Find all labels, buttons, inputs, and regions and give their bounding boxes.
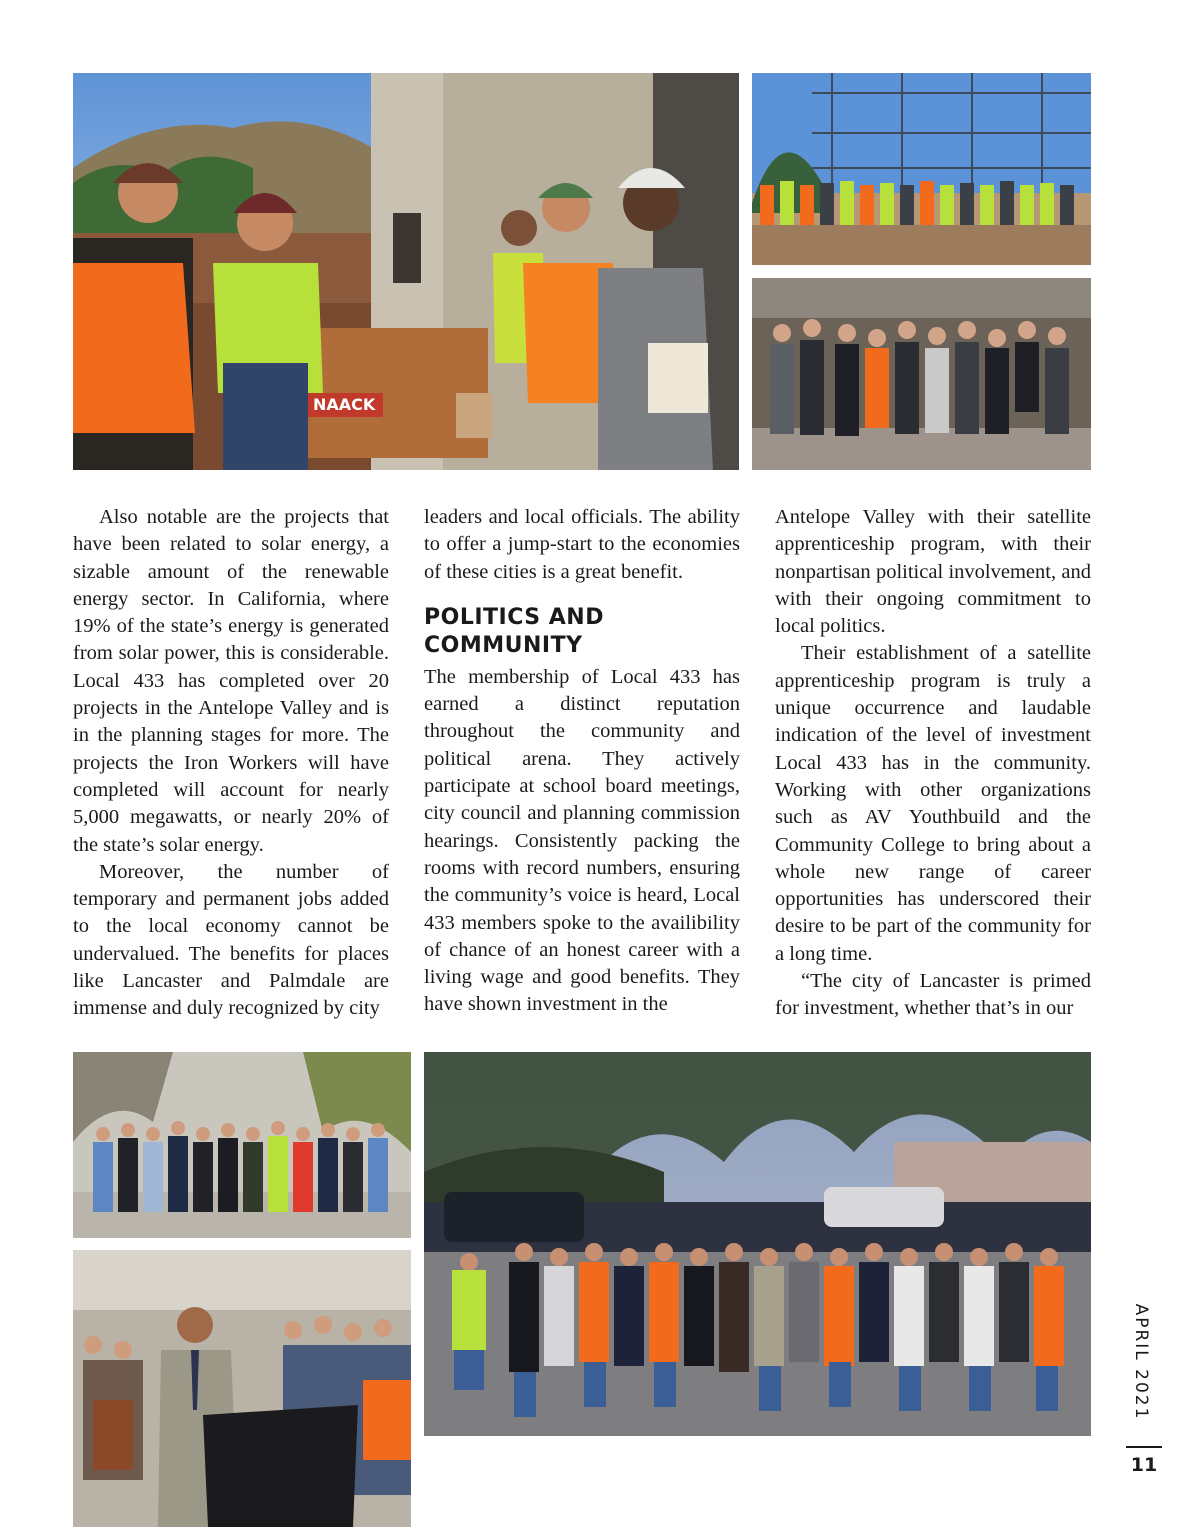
photo-outdoor-group-daytime xyxy=(73,1052,411,1238)
issue-date: APRIL 2021 xyxy=(1131,1303,1151,1421)
photo-indoor-group xyxy=(752,278,1091,470)
article-column-3 xyxy=(775,504,1091,1023)
col3-paragraph-1: Antelope Valley with their satellite apprenticeship program, with their nonpartisan political involvement, and with their ongoing commitment to local politics. xyxy=(775,506,1091,638)
col1-paragraph-1: Also notable are the projects that have been related to solar energy, a sizable amount of the renewable energy sector. In California, where 19% of the state’s energy is generated from solar power, this is considerable. Local 433 has completed over 20 projects in the Antelope Valley and is in the planning stages for more. The projects the Iron Workers will have completed will account for nearly 5,000 megawatts, or nearly 20% of the state’s solar energy. xyxy=(73,506,389,856)
photo-speaker-podium xyxy=(73,1250,411,1527)
col1-paragraph-2: Moreover, the number of temporary and permanent jobs added to the local economy cannot be undervalued. The benefits for places like Lancaster and Palmdale are immense and duly recognized by city xyxy=(73,860,389,1020)
folio-divider xyxy=(1126,1446,1162,1448)
col3-paragraph-2: Their establishment of a satellite apprenticeship program is truly a unique occurrence and laudable indication of the level of investment Local 433 has in the community. Working with other organizations such as AV Youthbuild and the Community College to bring about a whole new range of career opportunities has underscored their desire to be part of the community for a long time. xyxy=(775,642,1091,965)
article-column-2 xyxy=(424,504,740,1019)
col2-paragraph-2: The membership of Local 433 has earned a distinct reputation throughout the community and political arena. They actively participate at school board meetings, city council and planning commission hearings. Consistently packing the rooms with record numbers, ensuring the community’s voice is heard, Local 433 members spoke to the availibility of chance of an honest career with a living wage and good benefits. They have shown investment in the xyxy=(424,665,740,1016)
article-column-1 xyxy=(73,504,389,1023)
photo-steel-structure-group xyxy=(752,73,1091,265)
photo-dusk-group-parking-lot xyxy=(424,1052,1091,1436)
page-number: 11 xyxy=(1130,1454,1158,1476)
col2-paragraph-1: leaders and local officials. The ability to offer a jump-start to the economies of these cities is a great benefit. xyxy=(424,506,740,583)
crate-logo-text: NAACK xyxy=(313,395,376,414)
col3-paragraph-3: “The city of Lancaster is primed for investment, whether that’s in our xyxy=(775,970,1091,1020)
photo-worksite-workers xyxy=(73,73,739,470)
section-heading: POLITICS AND COMMUNITY xyxy=(424,604,604,658)
